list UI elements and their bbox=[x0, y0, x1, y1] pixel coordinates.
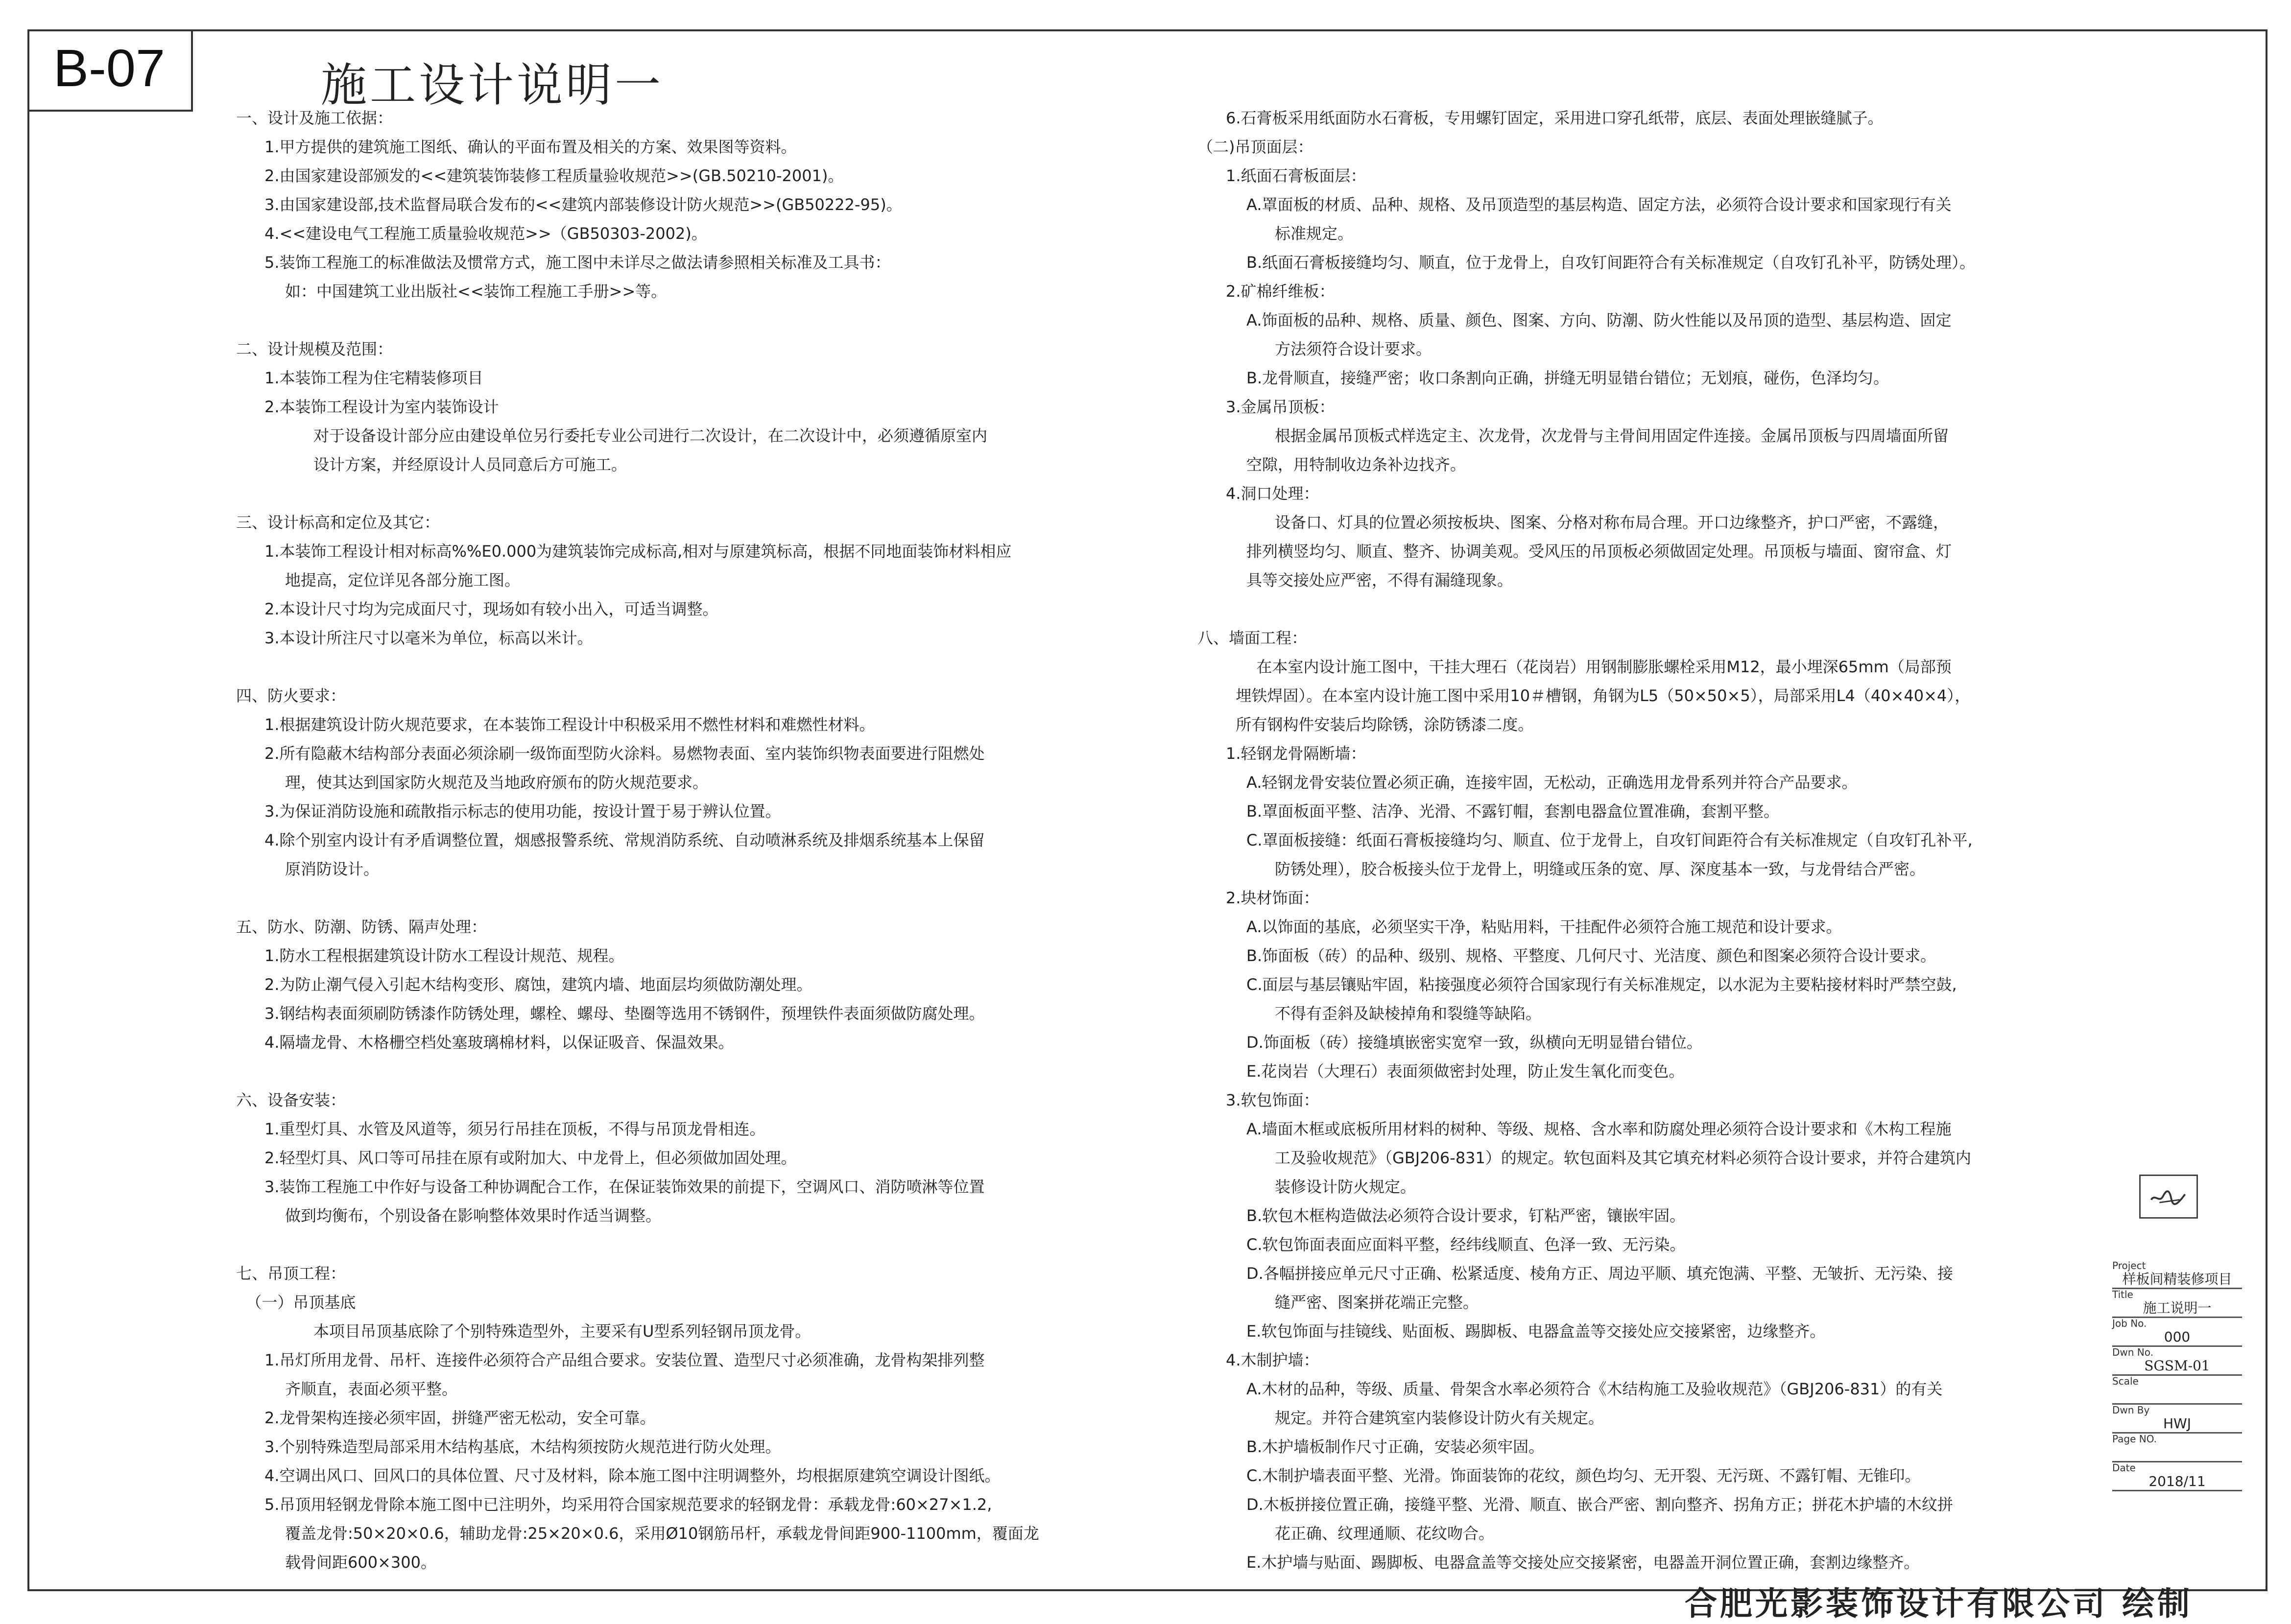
note-line: B.软包木框构造做法必须符合设计要求，钉粘严密，镶嵌牢固。 bbox=[1246, 1206, 1686, 1225]
section-heading: （二)吊顶面层： bbox=[1197, 138, 1313, 156]
note-line: 缝严密、图案拼花端正完整。 bbox=[1275, 1293, 1479, 1312]
job-value: 000 bbox=[2112, 1329, 2242, 1347]
note-line: 2.轻型灯具、风口等可吊挂在原有或附加大、中龙骨上，但必须做加固处理。 bbox=[264, 1149, 797, 1167]
note-line: 4.隔墙龙骨、木格栅空档处塞玻璃棉材料，以保证吸音、保温效果。 bbox=[264, 1033, 734, 1052]
note-line: 1.纸面石膏板面层： bbox=[1226, 166, 1366, 185]
note-line: 载骨间距600×300。 bbox=[285, 1553, 436, 1572]
note-line: 对于设备设计部分应由建设单位另行委托专业公司进行二次设计，在二次设计中，必须遵循原室内 bbox=[313, 426, 988, 445]
spacer bbox=[236, 306, 1157, 335]
note-line: 1.甲方提供的建筑施工图纸、确认的平面布置及相关的方案、效果图等资料。 bbox=[264, 138, 797, 156]
note-line: 1.吊灯所用龙骨、吊杆、连接件必须符合产品组合要求。安装位置、造型尺寸必须准确，龙骨构架排列整 bbox=[264, 1351, 985, 1369]
note-line: A.木材的品种，等级、质量、骨架含水率必须符合《木结构施工及验收规范》（GBJ206-831）的有关 bbox=[1246, 1380, 1943, 1398]
note-line: B.木护墙板制作尺寸正确，安装必须牢固。 bbox=[1246, 1437, 1545, 1456]
page-value bbox=[2112, 1444, 2242, 1462]
spacer bbox=[236, 884, 1157, 913]
note-line: 不得有歪斜及缺棱掉角和裂缝等缺陷。 bbox=[1275, 1004, 1542, 1023]
note-line: 1.重型灯具、水管及风道等，须另行吊挂在顶板，不得与吊顶龙骨相连。 bbox=[264, 1120, 765, 1138]
note-line: 2.由国家建设部颁发的<<建筑装饰装修工程质量验收规范>>(GB.50210-2001)。 bbox=[264, 166, 844, 185]
note-line: B.纸面石膏板接缝均匀、顺直，位于龙骨上，自攻钉间距符合有关标准规定（自攻钉孔补平，防锈处理）。 bbox=[1246, 253, 1976, 272]
note-line: C.木制护墙表面平整、光滑。饰面装饰的花纹，颜色均匀、无开裂、无污斑、不露钉帽、无锥印。 bbox=[1246, 1466, 1921, 1485]
note-line: B.罩面板面平整、洁净、光滑、不露钉帽，套割电器盒位置准确，套割平整。 bbox=[1246, 802, 1780, 821]
job-label: Job No. bbox=[2112, 1318, 2147, 1329]
page-label: Page NO. bbox=[2112, 1433, 2157, 1445]
note-line: D.木板拼接位置正确，接缝平整、光滑、顺直、嵌合严密、割向整齐、拐角方正；拼花木护墙的木纹拼 bbox=[1246, 1495, 1953, 1514]
note-line: 2.龙骨架构连接必须牢固，拼缝严密无松动，安全可靠。 bbox=[264, 1409, 656, 1427]
note-line: 规定。并符合建筑室内装修设计防火有关规定。 bbox=[1275, 1409, 1604, 1427]
dwn-value: SGSM-01 bbox=[2112, 1358, 2242, 1376]
dwn-label: Dwn No. bbox=[2112, 1346, 2153, 1358]
project-value: 样板间精装修项目 bbox=[2112, 1271, 2242, 1289]
scale-value bbox=[2112, 1387, 2242, 1405]
dwnby-value: HWJ bbox=[2112, 1415, 2242, 1434]
section-heading: 五、防水、防潮、防锈、隔声处理： bbox=[236, 918, 487, 936]
note-line: 埋铁焊固）。在本室内设计施工图中采用10＃槽钢，角钢为L5（50×50×5），局部采用L4（40×40×4）， bbox=[1226, 686, 1971, 705]
note-line: D.各幅拼接应单元尺寸正确、松紧适度、棱角方正、周边平顺、填充饱满、平整、无皱折、无污染、接 bbox=[1246, 1264, 1953, 1283]
note-line: 如：中国建筑工业出版社<<装饰工程施工手册>>等。 bbox=[285, 282, 667, 301]
title-block bbox=[2112, 1260, 2242, 1491]
note-line: A.饰面板的品种、规格、质量、颜色、图案、方向、防潮、防火性能以及吊顶的造型、基层构造、固定 bbox=[1246, 311, 1952, 330]
note-line: 方法须符合设计要求。 bbox=[1275, 340, 1432, 358]
note-line: 3.金属吊顶板： bbox=[1226, 398, 1335, 416]
note-line: 排列横竖均匀、顺直、整齐、协调美观。受风压的吊顶板必须做固定处理。吊顶板与墙面、窗帘盒、灯 bbox=[1246, 542, 1952, 561]
right-notes-column bbox=[1197, 104, 2108, 1577]
note-line: E.木护墙与贴面、踢脚板、电器盒盖等交接处应交接紧密，电器盖开洞位置正确，套割边缘整齐。 bbox=[1246, 1553, 1920, 1572]
project-label: Project bbox=[2112, 1260, 2146, 1271]
note-line: B.饰面板（砖）的品种、级别、规格、平整度、几何尺寸、光洁度、颜色和图案必须符合设计要求。 bbox=[1246, 946, 1936, 965]
note-line: 1.本装饰工程设计相对标高%%E0.000为建筑装饰完成标高,相对与原建筑标高，根据不同地面装饰材料相应 bbox=[264, 542, 1012, 561]
note-line: 在本室内设计施工图中，干挂大理石（花岗岩）用钢制膨胀螺栓采用M12，最小埋深65mm（局部预 bbox=[1246, 658, 1952, 676]
title-value: 施工说明一 bbox=[2112, 1300, 2242, 1318]
note-line: E.软包饰面与挂镜线、贴面板、踢脚板、电器盒盖等交接处应交接紧密，边缘整齐。 bbox=[1246, 1322, 1826, 1341]
date-value: 2018/11 bbox=[2112, 1473, 2242, 1491]
note-line: 3.为保证消防设施和疏散指示标志的使用功能，按设计置于易于辨认位置。 bbox=[264, 802, 781, 821]
note-line: 根据金属吊顶板式样选定主、次龙骨，次龙骨与主骨间用固定件连接。金属吊顶板与四周墙面所留 bbox=[1275, 426, 1949, 445]
note-line: 5.吊顶用轻钢龙骨除本施工图中已注明外，均采用符合国家规范要求的轻钢龙骨：承载龙骨:60×27×1.2, bbox=[264, 1495, 992, 1514]
note-line: C.罩面板接缝：纸面石膏板接缝均匀、顺直、位于龙骨上，自攻钉间距符合有关标准规定（自攻钉孔补平, bbox=[1246, 831, 1973, 849]
section-heading: 七、吊顶工程： bbox=[236, 1264, 346, 1283]
note-line: 1.轻钢龙骨隔断墙： bbox=[1226, 744, 1366, 763]
note-line: 本项目吊顶基底除了个别特殊造型外，主要采有U型系列轻钢吊顶龙骨。 bbox=[313, 1322, 811, 1341]
note-line: 原消防设计。 bbox=[285, 860, 380, 878]
note-line: A.墙面木框或底板所用材料的树种、等级、规格、含水率和防腐处理必须符合设计要求和《木构工程施 bbox=[1246, 1120, 1952, 1138]
spacer bbox=[236, 653, 1157, 682]
section-heading: 六、设备安装： bbox=[236, 1091, 346, 1109]
note-line: 2.本设计尺寸均为完成面尺寸，现场如有较小出入，可适当调整。 bbox=[264, 600, 718, 618]
note-line: C.软包饰面表面应面料平整，经纬线顺直、色泽一致、无污染。 bbox=[1246, 1235, 1686, 1254]
page-title: 施工设计说明一 bbox=[321, 59, 664, 112]
section-heading: 二、设计规模及范围： bbox=[236, 340, 393, 358]
note-line: D.饰面板（砖）接缝填嵌密实宽窄一致，纵横向无明显错台错位。 bbox=[1246, 1033, 1702, 1052]
note-line: 3.装饰工程施工中作好与设备工种协调配合工作，在保证装饰效果的前提下，空调风口、消防喷淋等位置 bbox=[264, 1177, 985, 1196]
note-line: 2.矿棉纤维板： bbox=[1226, 282, 1335, 301]
note-line: A.罩面板的材质、品种、规格、及吊顶造型的基层构造、固定方法，必须符合设计要求和国家现行有关 bbox=[1246, 195, 1952, 214]
note-line: A.轻钢龙骨安装位置必须正确，连接牢固，无松动，正确选用龙骨系列并符合产品要求。 bbox=[1246, 773, 1858, 792]
note-line: 设计方案，并经原设计人员同意后方可施工。 bbox=[313, 455, 627, 474]
note-line: 工及验收规范》（GBJ206-831）的规定。软包面料及其它填充材料必须符合设计要求，并符合建筑内 bbox=[1275, 1149, 1971, 1167]
section-heading: （一）吊顶基底 bbox=[236, 1293, 356, 1312]
note-line: 装修设计防火规定。 bbox=[1275, 1177, 1416, 1196]
note-line: 齐顺直，表面必须平整。 bbox=[285, 1380, 458, 1398]
scale-label: Scale bbox=[2112, 1375, 2139, 1387]
note-line: 1.防水工程根据建筑设计防水工程设计规范、规程。 bbox=[264, 946, 624, 965]
note-line: B.龙骨顺直，接缝严密；收口条割向正确，拼缝无明显错台错位；无划痕，碰伤，色泽均匀。 bbox=[1246, 369, 1889, 387]
note-line: A.以饰面的基底，必须坚实干净，粘贴用料，干挂配件必须符合施工规范和设计要求。 bbox=[1246, 918, 1842, 936]
note-line: 4.洞口处理： bbox=[1226, 484, 1319, 503]
title-label: Title bbox=[2112, 1289, 2133, 1300]
spacer bbox=[236, 1057, 1157, 1086]
note-line: E.花岗岩（大理石）表面须做密封处理，防止发生氧化而变色。 bbox=[1246, 1062, 1685, 1081]
sheet-code: B-07 bbox=[27, 29, 193, 112]
note-line: 2.所有隐蔽木结构部分表面必须涂刷一级饰面型防火涂料。易燃物表面、室内装饰织物表面要进行阻燃处 bbox=[264, 744, 985, 763]
spacer bbox=[236, 479, 1157, 508]
note-line: 6.石膏板采用纸面防水石膏板，专用螺钉固定，采用进口穿孔纸带，底层、表面处理嵌缝腻子。 bbox=[1226, 109, 1884, 127]
note-line: 4.木制护墙： bbox=[1226, 1351, 1319, 1369]
company-footer: 合肥光影装饰设计有限公司 绘制 bbox=[1685, 1584, 2193, 1623]
note-line: 1.本装饰工程为住宅精装修项目 bbox=[264, 369, 483, 387]
note-line: 4.除个别室内设计有矛盾调整位置，烟感报警系统、常规消防系统、自动喷淋系统及排烟系统基本上保留 bbox=[264, 831, 985, 849]
left-notes-column bbox=[236, 104, 1157, 1577]
signature-seal bbox=[2139, 1175, 2198, 1219]
note-line: 2.本装饰工程设计为室内装饰设计 bbox=[264, 398, 499, 416]
note-line: C.面层与基层镶贴牢固，粘接强度必须符合国家现行有关标准规定，以水泥为主要粘接材料时严禁空鼓, bbox=[1246, 975, 1957, 994]
note-line: 防锈处理），胶合板接头位于龙骨上，明缝或压条的宽、厚、深度基本一致，与龙骨结合严密。 bbox=[1275, 860, 1926, 878]
section-heading: 三、设计标高和定位及其它： bbox=[236, 513, 440, 532]
note-line: 具等交接处应严密，不得有漏缝现象。 bbox=[1246, 571, 1513, 589]
note-line: 做到均衡布，个别设备在影响整体效果时作适当调整。 bbox=[285, 1206, 662, 1225]
note-line: 花正确、纹理通顺、花纹吻合。 bbox=[1275, 1524, 1495, 1543]
note-line: 3.本设计所注尺寸以毫米为单位，标高以米计。 bbox=[264, 629, 593, 647]
note-line: 标准规定。 bbox=[1275, 224, 1354, 243]
spacer bbox=[1197, 595, 2108, 624]
section-heading: 八、墙面工程： bbox=[1197, 629, 1308, 647]
note-line: 1.根据建筑设计防火规范要求，在本装饰工程设计中积极采用不燃性材料和难燃性材料。 bbox=[264, 715, 875, 734]
note-line: 地提高，定位详见各部分施工图。 bbox=[285, 571, 521, 589]
spacer bbox=[236, 1230, 1157, 1259]
note-line: 4.<<建设电气工程施工质量验收规范>>（GB50303-2002)。 bbox=[264, 224, 707, 243]
note-line: 5.装饰工程施工的标准做法及惯常方式，施工图中未详尽之做法请参照相关标准及工具书： bbox=[264, 253, 891, 272]
note-line: 设备口、灯具的位置必须按板块、图案、分格对称布局合理。开口边缘整齐，护口严密，不露缝， bbox=[1275, 513, 1949, 532]
section-heading: 一、设计及施工依据： bbox=[236, 109, 393, 127]
note-line: 所有钢构件安装后均除锈，涂防锈漆二度。 bbox=[1226, 715, 1534, 734]
section-heading: 四、防火要求： bbox=[236, 686, 346, 705]
dwnby-label: Dwn By bbox=[2112, 1404, 2150, 1416]
note-line: 4.空调出风口、回风口的具体位置、尺寸及材料，除本施工图中注明调整外，均根据原建筑空调设计图纸。 bbox=[264, 1466, 1001, 1485]
note-line: 2.为防止潮气侵入引起木结构变形、腐蚀，建筑内墙、地面层均须做防潮处理。 bbox=[264, 975, 812, 994]
note-line: 覆盖龙骨:50×20×0.6，辅助龙骨:25×20×0.6，采用Ø10钢筋吊杆，承载龙骨间距900-1100mm，覆面龙 bbox=[285, 1524, 1039, 1543]
note-line: 理，使其达到国家防火规范及当地政府颁布的防火规范要求。 bbox=[285, 773, 709, 792]
note-line: 3.软包饰面： bbox=[1226, 1091, 1319, 1109]
note-line: 2.块材饰面： bbox=[1226, 889, 1319, 907]
note-line: 3.个别特殊造型局部采用木结构基底，木结构须按防火规范进行防火处理。 bbox=[264, 1437, 781, 1456]
note-line: 空隙，用特制收边条补边找齐。 bbox=[1246, 455, 1466, 474]
note-line: 3.由国家建设部,技术监督局联合发布的<<建筑内部装修设计防火规范>>(GB50222-95)。 bbox=[264, 195, 902, 214]
note-line: 3.钢结构表面须刷防锈漆作防锈处理，螺栓、螺母、垫圈等选用不锈钢件，预埋铁件表面须做防腐处理。 bbox=[264, 1004, 985, 1023]
date-label: Date bbox=[2112, 1462, 2136, 1474]
